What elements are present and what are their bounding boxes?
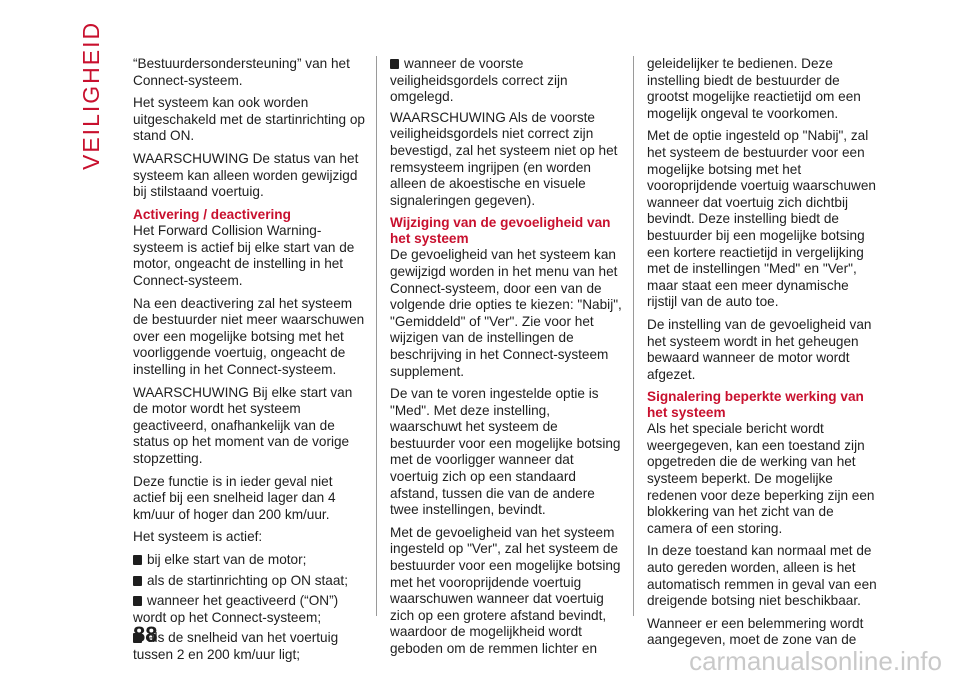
warning-paragraph: WAARSCHUWING Bij elke start van de motor wordt het systeem geactiveerd, onafhankelijk van de status op het moment van de vorige stopzetting. bbox=[133, 384, 353, 466]
section-heading: Signalering beperkte werking van het systeem bbox=[647, 389, 864, 420]
paragraph: De instelling van de gevoeligheid van het systeem wordt in het geheugen bewaard wanneer de motor wordt afgezet. bbox=[647, 316, 872, 382]
watermark: carmanualsonline.info bbox=[689, 646, 942, 676]
list-item: bij elke start van de motor; bbox=[133, 552, 365, 569]
paragraph: Met de gevoeligheid van het systeem ingesteld op "Ver", zal het systeem de bestuurder voor een mogelijke botsing met het vooroprijdende voertuig waarschuwen wanneer dat voertuig zich op een grotere afstand bevindt, waardoor de mogelijkheid wordt geboden om de remmen lichter en bbox=[390, 524, 621, 656]
paragraph: “Bestuurdersondersteuning” van het Connect-systeem. bbox=[133, 56, 350, 88]
warning-paragraph: WAARSCHUWING De status van het systeem kan alleen worden gewijzigd bij stilstaand voertuig. bbox=[133, 150, 359, 200]
column-divider bbox=[376, 56, 377, 616]
paragraph: Na een deactivering zal het systeem de bestuurder niet meer waarschuwen over een mogelijke botsing met het voorliggende voertuig, ongeacht de instelling in het Connect-systeem. bbox=[133, 295, 365, 377]
page-number: 88 bbox=[133, 622, 158, 647]
warning-paragraph: WAARSCHUWING Als de voorste veiligheidsgordels niet correct zijn bevestigd, zal het systeem niet op het remsysteem ingrijpen (en worden alleen de akoestische en visuele signaleringen gegeven). bbox=[390, 109, 618, 208]
list-item: wanneer de voorste veiligheidsgordels correct zijn omgelegd. bbox=[390, 56, 568, 105]
paragraph: Als het speciale bericht wordt weergegeven, kan een toestand zijn opgetreden die de werking van het systeem beperkt. De mogelijke redenen voor deze beperking zijn een blokkering van het zicht van de camera of een storing. bbox=[647, 421, 875, 536]
paragraph: Het systeem is actief: bbox=[133, 529, 263, 545]
paragraph: Deze functie is in ieder geval niet actief bij een snelheid lager dan 4 km/uur of hoger dan 200 km/uur. bbox=[133, 473, 336, 522]
section-heading: Wijziging van de gevoeligheid van het systeem bbox=[390, 215, 611, 246]
paragraph: De gevoeligheid van het systeem kan gewijzigd worden in het menu van het Connect-systeem, door een van de volgende drie opties te kiezen: "Nabij", "Gemiddeld" of "Ver". Zie voor het wijzigen van de instellingen de beschrijving in het Connect-systeem supplement. bbox=[390, 247, 622, 379]
paragraph: Met de optie ingesteld op "Nabij", zal het systeem de bestuurder voor een mogelijke botsing met het vooroprijdende voertuig waarschuwen wanneer dat voertuig zich dichtbij bevindt. Deze instelling biedt de bestuurder bij een mogelijke botsing een kortere reactietijd in vergelijking met de instellingen "Med" en "Ver", maar staat een meer dynamische rijstijl van de auto toe. bbox=[647, 128, 876, 310]
section-heading: Activering / deactivering bbox=[133, 206, 291, 222]
bullet-icon bbox=[133, 596, 142, 606]
list-item: wanneer het geactiveerd (“ON”) wordt op het Connect-systeem; bbox=[133, 593, 339, 625]
paragraph: In deze toestand kan normaal met de auto gereden worden, alleen is het automatisch remmen in geval van een dreigende botsing niet beschikbaar. bbox=[647, 543, 877, 609]
text-column-3 bbox=[647, 56, 881, 655]
paragraph: geleidelijker te bedienen. Deze instelling biedt de bestuurder de grootst mogelijke reactietijd om een mogelijk ongeval te voorkomen. bbox=[647, 56, 861, 121]
column-divider bbox=[633, 56, 634, 616]
list-item: als de snelheid van het voertuig tussen 2 en 200 km/uur ligt; bbox=[133, 630, 339, 662]
paragraph: Het systeem kan ook worden uitgeschakeld met de startinrichting op stand ON. bbox=[133, 95, 365, 144]
text-column-2 bbox=[390, 56, 622, 664]
bullet-icon bbox=[133, 555, 142, 565]
list-item: als de startinrichting op ON staat; bbox=[133, 573, 365, 590]
section-label: VEILIGHEID bbox=[78, 20, 104, 170]
paragraph: Wanneer er een belemmering wordt aangegeven, moet de zone van de bbox=[647, 615, 864, 648]
bullet-icon bbox=[133, 576, 142, 586]
paragraph: Het Forward Collision Warning-systeem is actief bij elke start van de motor, ongeacht de instelling in het Connect-systeem. bbox=[133, 223, 355, 289]
text-column-1 bbox=[133, 56, 365, 668]
paragraph: De van te voren ingestelde optie is "Med". Met deze instelling, waarschuwt het systeem de bestuurder voor een mogelijke botsing met de voorligger wanneer dat voertuig zich op een standaard afstand, tussen die van de andere twee instellingen, bevindt. bbox=[390, 386, 621, 518]
bullet-icon bbox=[390, 59, 399, 69]
